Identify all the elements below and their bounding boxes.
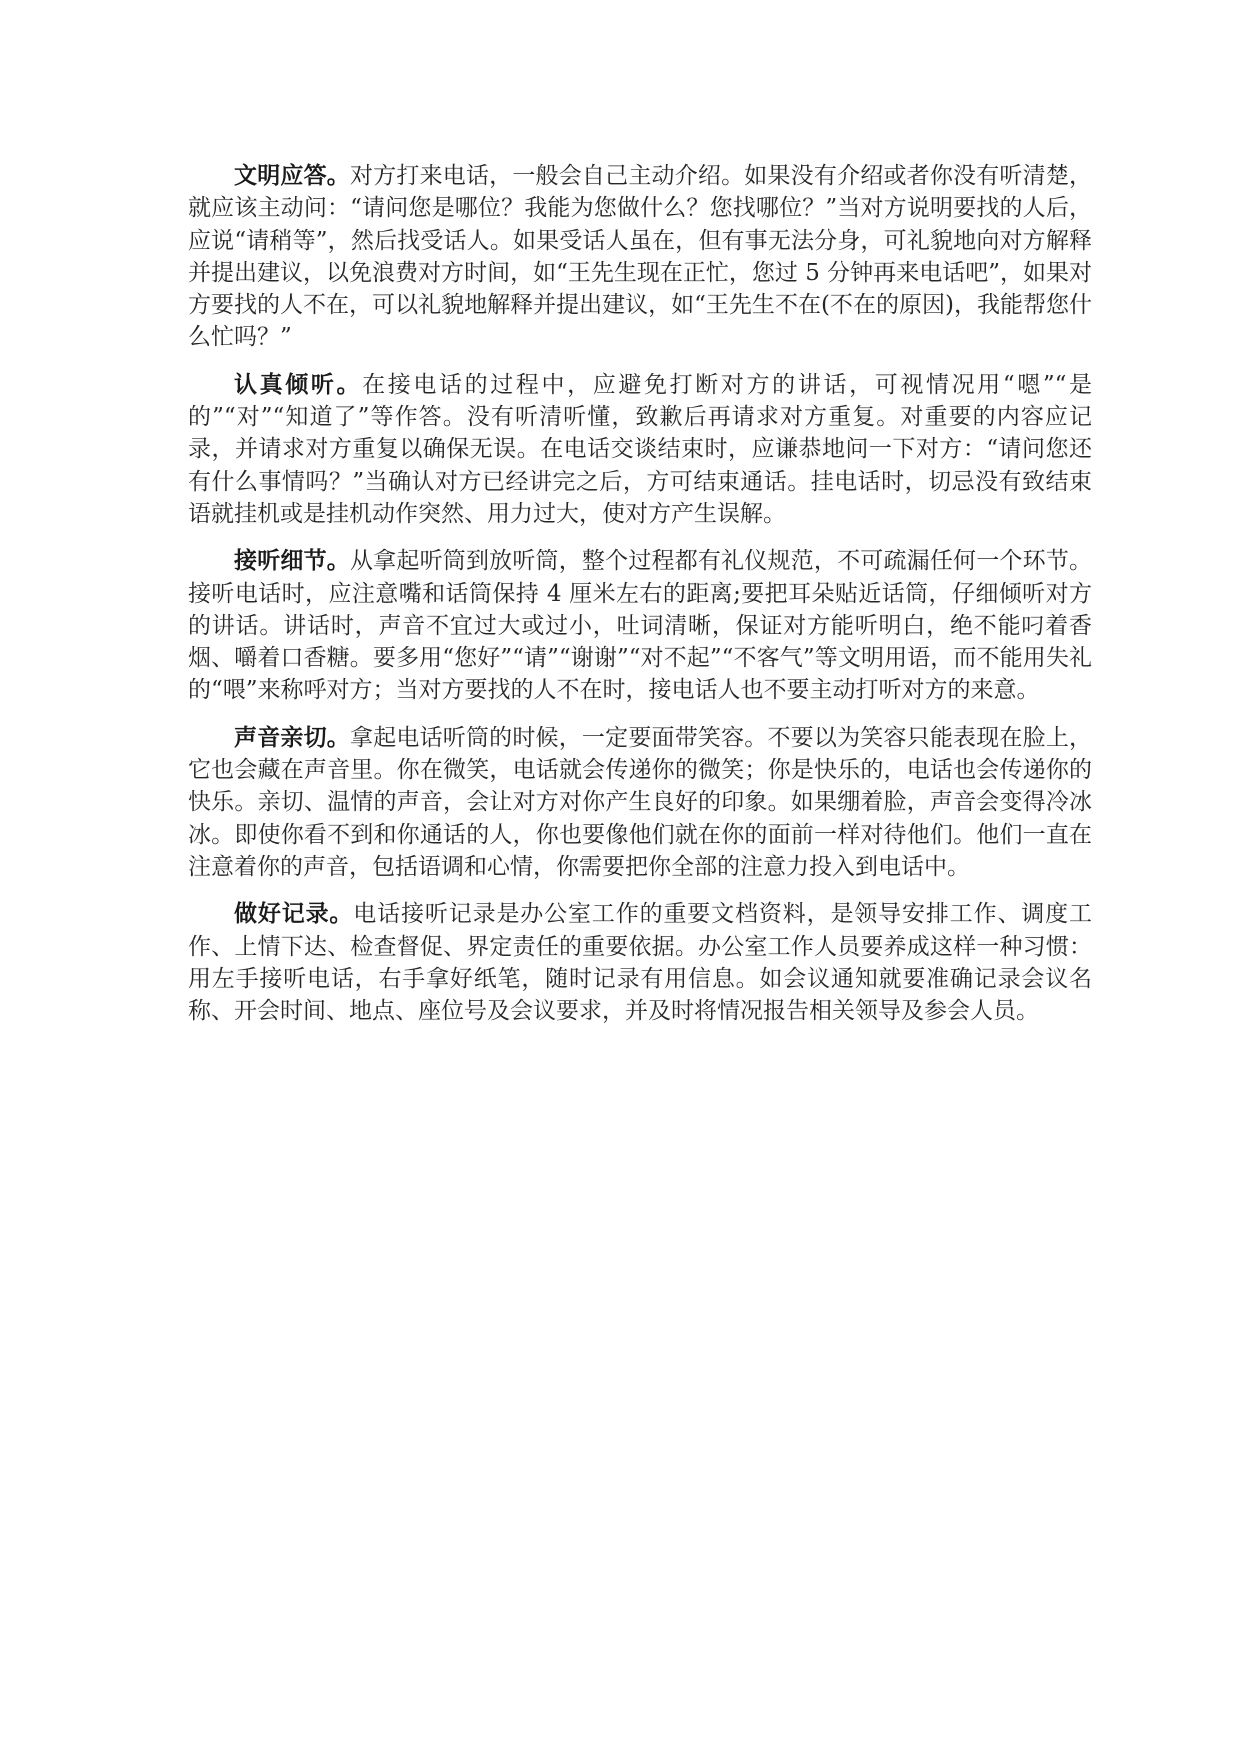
paragraph-answering-details xyxy=(188,545,1092,706)
paragraph-text: 对方打来电话，一般会自己主动介绍。如果没有介绍或者你没有听清楚，就应该主动问：“请问您是哪位？我能为您做什么？您找哪位？”当对方说明要找的人后，应说“请稍等”，然后找受话人。如果受话人虽在，但有事无法分身，可礼貌地向对方解释并提出建议，以免浪费对方时间，如“王先生现在正忙，您过 5 分钟再来电话吧”，如果对方要找的人不在，可以礼貌地解释并提出建议，如“王先生不在(不在的原因)，我能帮您什么忙吗？” xyxy=(188,163,1093,351)
document-body xyxy=(188,160,1092,1042)
paragraph-careful-listening xyxy=(188,369,1092,530)
paragraph-text: 拿起电话听筒的时候，一定要面带笑容。不要以为笑容只能表现在脸上，它也会藏在声音里。你在微笑，电话就会传递你的微笑；你是快乐的，电话也会传递你的快乐。亲切、温情的声音，会让对方对你产生良好的印象。如果绷着脸，声音会变得冷冰冰。即使你看不到和你通话的人，你也要像他们就在你的面前一样对待他们。他们一直在注意着你的声音，包括语调和心情，你需要把你全部的注意力投入到电话中。 xyxy=(188,724,1093,880)
paragraph-heading: 认真倾听。 xyxy=(234,370,363,398)
paragraph-record-keeping xyxy=(188,898,1092,1027)
paragraph-friendly-voice xyxy=(188,722,1092,883)
paragraph-heading: 声音亲切。 xyxy=(234,723,350,751)
paragraph-text: 在接电话的过程中，应避免打断对方的讲话，可视情况用“嗯”“是的”“对”“知道了”等作答。没有听清听懂，致歉后再请求对方重复。对重要的内容应记录，并请求对方重复以确保无误。在电话交谈结束时，应谦恭地问一下对方：“请问您还有什么事情吗？”当确认对方已经讲完之后，方可结束通话。挂电话时，切忌没有致结束语就挂机或是挂机动作突然、用力过大，使对方产生误解。 xyxy=(188,371,1092,527)
paragraph-civil-answering xyxy=(188,160,1092,354)
paragraph-heading: 文明应答。 xyxy=(234,162,350,189)
paragraph-heading: 做好记录。 xyxy=(234,900,354,928)
paragraph-heading: 接听细节。 xyxy=(234,547,350,575)
paragraph-text: 从拿起听筒到放听筒，整个过程都有礼仪规范，不可疏漏任何一个环节。接听电话时，应注意嘴和话筒保持 4 厘米左右的距离;要把耳朵贴近话筒，仔细倾听对方的讲话。讲话时，声音不宜过大或过小，吐词清晰，保证对方能听明白，绝不能叼着香烟、嚼着口香糖。要多用“您好”“请”“谢谢”“对不起”“不客气”等文明用语，而不能用失礼的“喂”来称呼对方；当对方要找的人不在时，接电话人也不要主动打听对方的来意。 xyxy=(188,548,1093,704)
paragraph-text: 电话接听记录是办公室工作的重要文档资料，是领导安排工作、调度工作、上情下达、检查督促、界定责任的重要依据。办公室工作人员要养成这样一种习惯：用左手接听电话，右手拿好纸笔，随时记录有用信息。如会议通知就要准确记录会议名称、开会时间、地点、座位号及会议要求，并及时将情况报告相关领导及参会人员。 xyxy=(188,901,1093,1025)
